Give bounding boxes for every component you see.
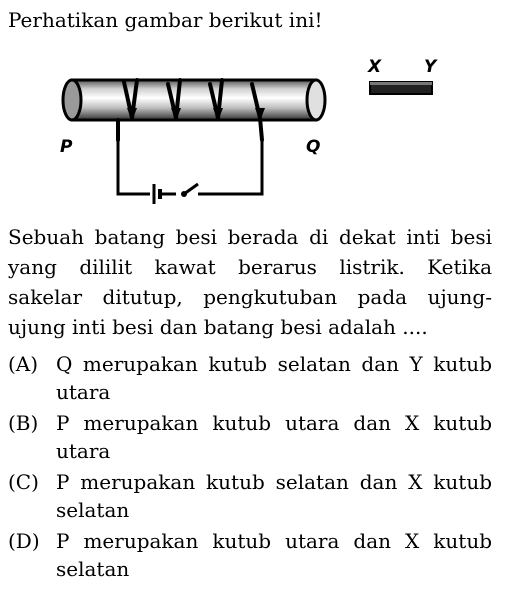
battery-icon: [154, 184, 176, 204]
option-label: (D): [8, 529, 40, 553]
question-stem: Sebuah batang besi berada di dekat inti besi yang dililit kawat berarus listrik. Ketika sakelar ditutup, pengkutuban pada ujung-ujung inti besi dan batang besi adalah ....: [8, 225, 492, 339]
label-q: Q: [306, 137, 321, 157]
option-label: (B): [8, 411, 39, 435]
label-y: Y: [424, 57, 437, 77]
option-text: Q merupakan kutub selatan dan Y kutub utara: [56, 352, 492, 404]
iron-bar-icon: [370, 82, 432, 94]
label-x: X: [368, 57, 382, 77]
option-text: P merupakan kutub utara dan X kutub utara: [56, 411, 492, 463]
option-label: (C): [8, 470, 39, 494]
option-text: P merupakan kutub selatan dan X kutub selatan: [56, 470, 492, 522]
option-d[interactable]: [8, 527, 492, 583]
iron-core-icon: [63, 80, 325, 120]
solenoid-figure: [0, 44, 507, 224]
option-b[interactable]: [8, 409, 492, 465]
option-a[interactable]: [8, 350, 492, 406]
solenoid-diagram: [0, 44, 507, 224]
switch-icon: [181, 184, 198, 197]
answer-options: [8, 350, 492, 586]
option-c[interactable]: [8, 468, 492, 524]
label-p: P: [60, 137, 73, 157]
option-label: (A): [8, 352, 39, 376]
circuit-wire: [118, 140, 262, 194]
option-text: P merupakan kutub utara dan X kutub selatan: [56, 529, 492, 581]
question-intro: Perhatikan gambar berikut ini!: [8, 8, 323, 32]
